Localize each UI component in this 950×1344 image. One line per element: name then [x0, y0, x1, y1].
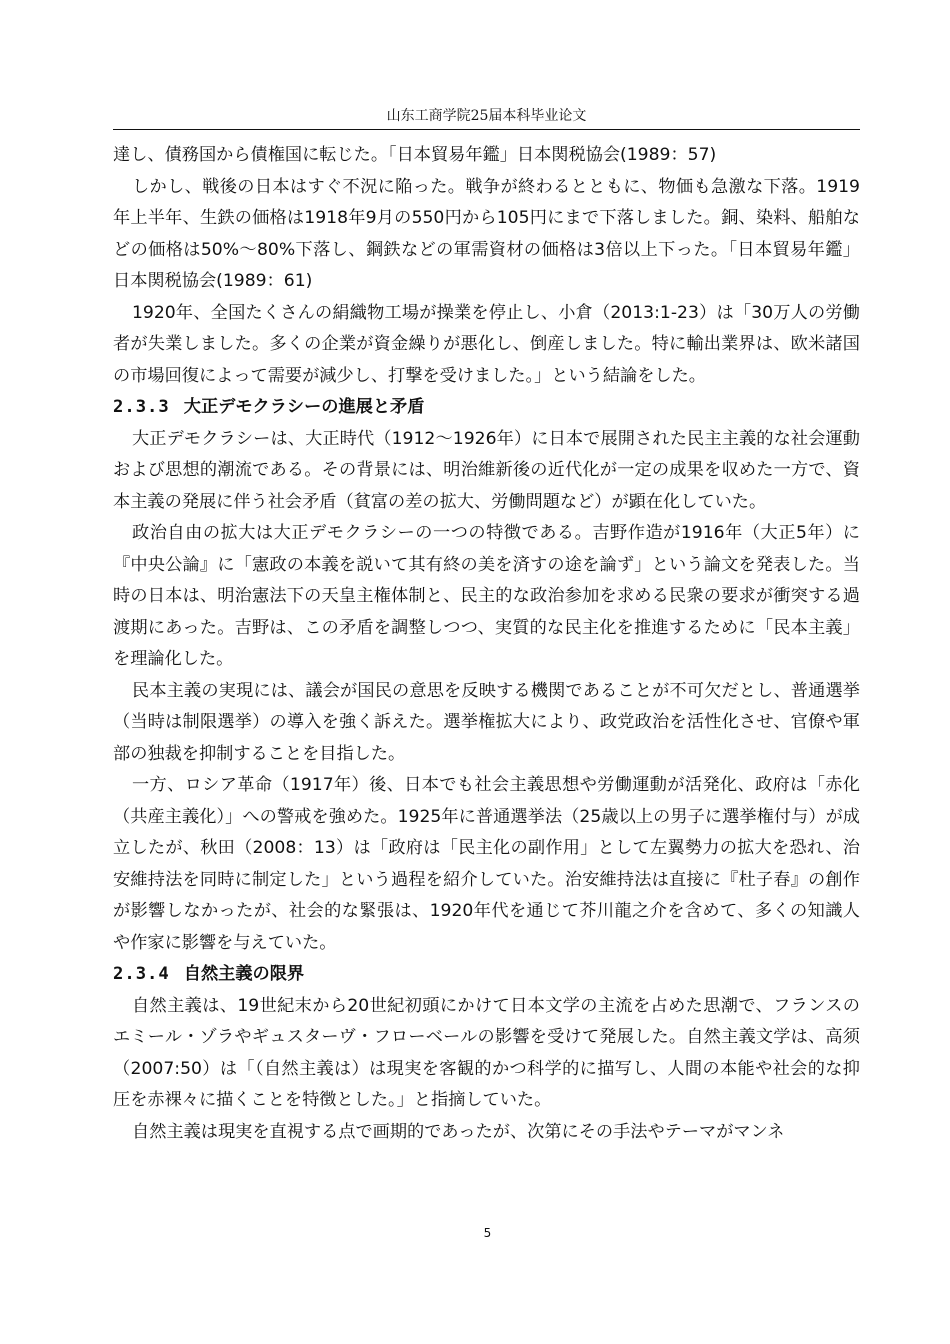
- paragraph: 民本主義の実現には、議会が国民の意思を反映する機関であることが不可欠だとし、普通選挙（当時は制限選挙）の導入を強く訴えた。選挙権拡大により、政党政治を活性化させ、官僚や軍部の独裁を抑制することを目指した。: [113, 680, 860, 764]
- paragraph: 自然主義は現実を直視する点で画期的であったが、次第にその手法やテーマがマンネ: [132, 1121, 785, 1142]
- paragraph: 一方、ロシア革命（1917年）後、日本でも社会主義思想や労働運動が活発化、政府は「赤化（共産主義化）」への警戒を強めた。1925年に普通選挙法（25歳以上の男子に選挙権付与）が成立したが、秋田（2008：13）は「政府は「民主化の副作用」として左翼勢力の拡大を恐れ、治安維持法を同時に制定した」という過程を紹介していた。治安維持法は直接に『杜子春』の創作が影響しなかったが、社会的な緊張は、1920年代を通じて芥川龍之介を含めて、多くの知識人や作家に影響を与えていた。: [113, 775, 860, 953]
- section-title: 大正デモクラシーの進展と矛盾: [183, 397, 425, 417]
- section-number: 2.3.4: [113, 964, 170, 984]
- body-text: [113, 140, 860, 1148]
- section-number: 2.3.3: [113, 397, 170, 417]
- section-heading-2-3-4: [113, 959, 860, 991]
- paragraph: 自然主義は、19世紀末から20世紀初頭にかけて日本文学の主流を占めた思潮で、フランスのエミール・ゾラやギュスターヴ・フローベールの影響を受けて発展した。自然主義文学は、高须（2007:50）は「（自然主義は）は現実を客観的かつ科学的に描写し、人間の本能や社会的な抑圧を赤裸々に描くことを特徴とした。」と指摘していた。: [113, 995, 860, 1110]
- paragraph: 達し、債務国から債権国に転じた。「日本貿易年鑑」日本関税協会(1989：57): [113, 145, 717, 165]
- page-number: 5: [483, 1226, 492, 1240]
- section-heading-2-3-3: [113, 392, 860, 424]
- section-title: 自然主義の限界: [183, 964, 305, 984]
- paragraph: しかし、戦後の日本はすぐ不況に陥った。戦争が終わるとともに、物価も急激な下落。1919年上半年、生鉄の価格は1918年9月の550円から105円にまで下落しました。銅、染料、船舶などの価格は50%～80%下落し、鋼鉄などの軍需資材の価格は3倍以上下った。「日本貿易年鑑」日本関税協会(1989：61): [113, 176, 860, 291]
- header-rule: [113, 129, 860, 130]
- paragraph: 政治自由の拡大は大正デモクラシーの一つの特徴である。吉野作造が1916年（大正5年）に『中央公論』に「憲政の本義を説いて其有終の美を済すの途を論ず」という論文を発表した。当時の日本は、明治憲法下の天皇主権体制と、民主的な政治参加を求める民衆の要求が衝突する過渡期にあった。吉野は、この矛盾を調整しつつ、実質的な民主化を推進するために「民本主義」を理論化した。: [113, 523, 860, 669]
- paragraph: 1920年、全国たくさんの絹織物工場が操業を停止し、小倉（2013:1-23）は「30万人の労働者が失業しました。多くの企業が資金繰りが悪化し、倒産しました。特に輸出業界は、欧米諸国の市場回復によって需要が減少し、打撃を受けました。」という結論をした。: [113, 302, 860, 386]
- paragraph: 大正デモクラシーは、大正時代（1912～1926年）に日本で展開された民主主義的な社会運動および思想的潮流である。その背景には、明治維新後の近代化が一定の成果を収めた一方で、資本主義の発展に伴う社会矛盾（貧富の差の拡大、労働問題など）が顕在化していた。: [113, 428, 860, 512]
- running-header: 山东工商学院25届本科毕业论文: [386, 108, 587, 124]
